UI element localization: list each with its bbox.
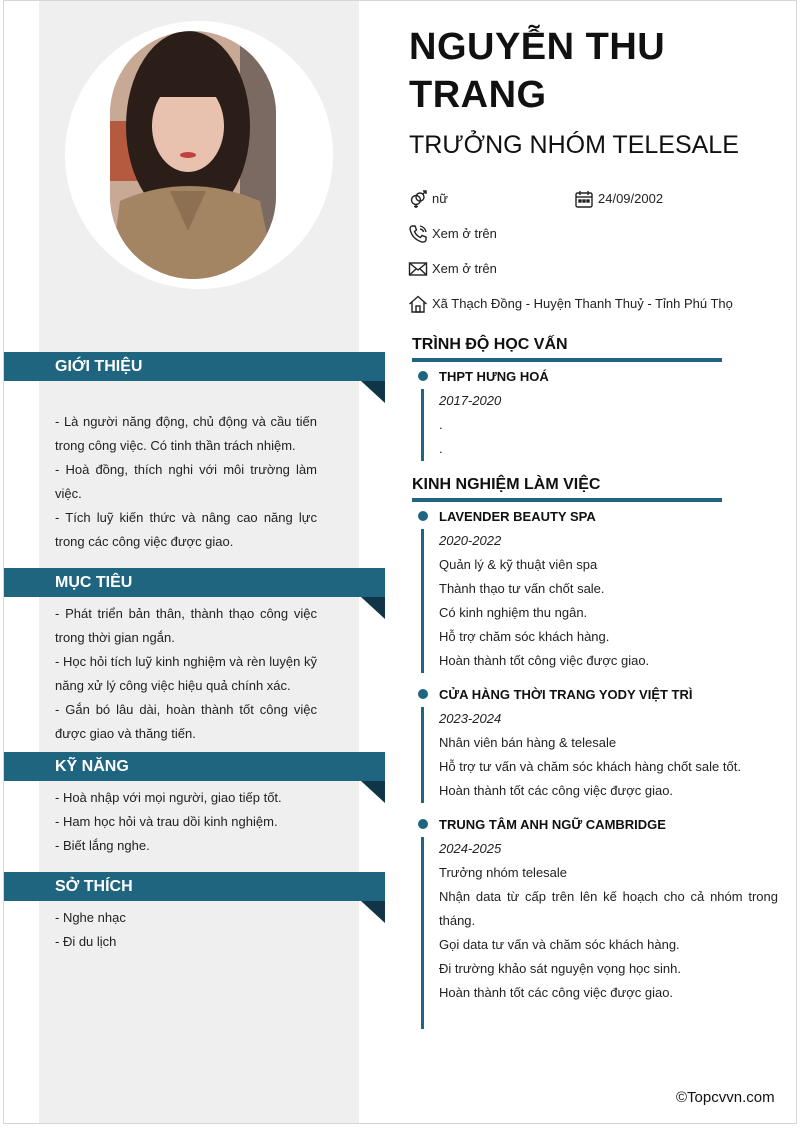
skill-line: - Biết lắng nghe. [55,838,150,853]
candidate-position: TRƯỞNG NHÓM TELESALE [409,131,739,159]
experience-entry [416,505,778,673]
hobbies-body [55,906,317,954]
timeline-line [421,529,424,673]
hobby-line: - Nghe nhạc [55,910,126,925]
phone-row [408,224,497,244]
email-value: Xem ở trên [432,261,497,276]
address-value: Xã Thạch Đồng - Huyện Thanh Thuỷ - Tỉnh Phú Thọ [432,296,733,311]
skills-body [55,786,317,858]
timeline-dot [418,819,428,829]
experience-detail: Quản lý & kỹ thuật viên spa [439,557,598,572]
experience-detail: Nhân viên bán hàng & telesale [439,735,617,750]
birthday-value: 24/09/2002 [598,191,664,206]
birthday-row [574,189,663,209]
experience-detail: Hỗ trợ tư vấn và chăm sóc khách hàng chốt sale tốt. [439,759,741,774]
intro-header: GIỚI THIỆU [4,352,385,381]
address-row [408,294,733,314]
experience-detail: Hỗ trợ chăm sóc khách hàng. [439,629,610,644]
timeline-line [421,707,424,803]
experience-details [439,707,778,803]
intro-line: - Tích luỹ kiến thức và nâng cao năng lực trong các công việc được giao. [55,510,317,549]
goal-body [55,602,317,746]
intro-line: - Là người năng động, chủ động và cầu tiến trong công việc. Có tinh thần trách nhiệm. [55,414,317,453]
education-entry [416,365,778,461]
phone-value: Xem ở trên [432,226,497,241]
experience-detail: Thành thạo tư vấn chốt sale. [439,581,605,596]
timeline-dot [418,511,428,521]
email-row [408,259,497,279]
copyright-footer: ©Topcvvn.com [676,1089,775,1106]
timeline-dot [418,371,428,381]
calendar-icon [574,189,594,209]
education-details [439,389,778,461]
company-name: LAVENDER BEAUTY SPA [439,509,596,524]
education-detail: . [439,417,443,432]
hobbies-header: SỞ THÍCH [4,872,385,901]
intro-line: - Hoà đồng, thích nghi với môi trường làm việc. [55,462,317,501]
avatar [110,31,276,279]
education-header: TRÌNH ĐỘ HỌC VẤN [412,334,722,362]
experience-detail: Nhận data từ cấp trên lên kế hoạch cho cả nhóm trong tháng. [439,889,778,928]
skills-header-fold [361,781,385,803]
experience-details [439,529,778,673]
skills-header: KỸ NĂNG [4,752,385,781]
intro-body [55,410,317,554]
company-name: CỬA HÀNG THỜI TRANG YODY VIỆT TRÌ [439,687,693,702]
experience-details [439,837,778,1005]
experience-period: 2024-2025 [439,841,502,856]
mail-icon [408,259,428,279]
experience-detail: Hoàn thành tốt công việc được giao. [439,653,650,668]
gender-icon [408,189,428,209]
hobbies-header-fold [361,901,385,923]
experience-period: 2023-2024 [439,711,502,726]
candidate-name: NGUYỄN THU TRANG [409,26,666,116]
goal-line: - Học hỏi tích luỹ kinh nghiệm và rèn luyện kỹ năng xử lý công việc hiệu quả chính xác. [55,654,317,693]
experience-period: 2020-2022 [439,533,502,548]
experience-entry [416,813,778,1029]
timeline-line [421,389,424,461]
education-detail: . [439,441,443,456]
gender-row [408,189,448,209]
experience-detail: Có kinh nghiệm thu ngân. [439,605,588,620]
skill-line: - Ham học hỏi và trau dồi kinh nghiệm. [55,814,278,829]
school-name: THPT HƯNG HOÁ [439,369,549,384]
experience-detail: Hoàn thành tốt các công việc được giao. [439,985,674,1000]
experience-detail: Trưởng nhóm telesale [439,865,568,880]
goal-header-fold [361,597,385,619]
hobby-line: - Đi du lịch [55,934,117,949]
phone-icon [408,224,428,244]
experience-detail: Đi trường khảo sát nguyện vọng học sinh. [439,961,681,976]
experience-detail: Gọi data tư vấn và chăm sóc khách hàng. [439,937,680,952]
home-icon [408,294,428,314]
timeline-dot [418,689,428,699]
company-name: TRUNG TÂM ANH NGỮ CAMBRIDGE [439,817,666,832]
goal-line: - Phát triển bản thân, thành thạo công việc trong thời gian ngắn. [55,606,317,645]
intro-header-fold [361,381,385,403]
timeline-line [421,837,424,1029]
gender-value: nữ [432,191,448,206]
education-period: 2017-2020 [439,393,502,408]
cv-page [3,0,797,1124]
avatar-photo-icon [110,31,276,279]
goal-line: - Gắn bó lâu dài, hoàn thành tốt công việc được giao và thăng tiến. [55,702,317,741]
experience-entry [416,683,778,803]
goal-header: MỤC TIÊU [4,568,385,597]
experience-header: KINH NGHIỆM LÀM VIỆC [412,474,722,502]
skill-line: - Hoà nhập với mọi người, giao tiếp tốt. [55,790,282,805]
experience-detail: Hoàn thành tốt các công việc được giao. [439,783,674,798]
